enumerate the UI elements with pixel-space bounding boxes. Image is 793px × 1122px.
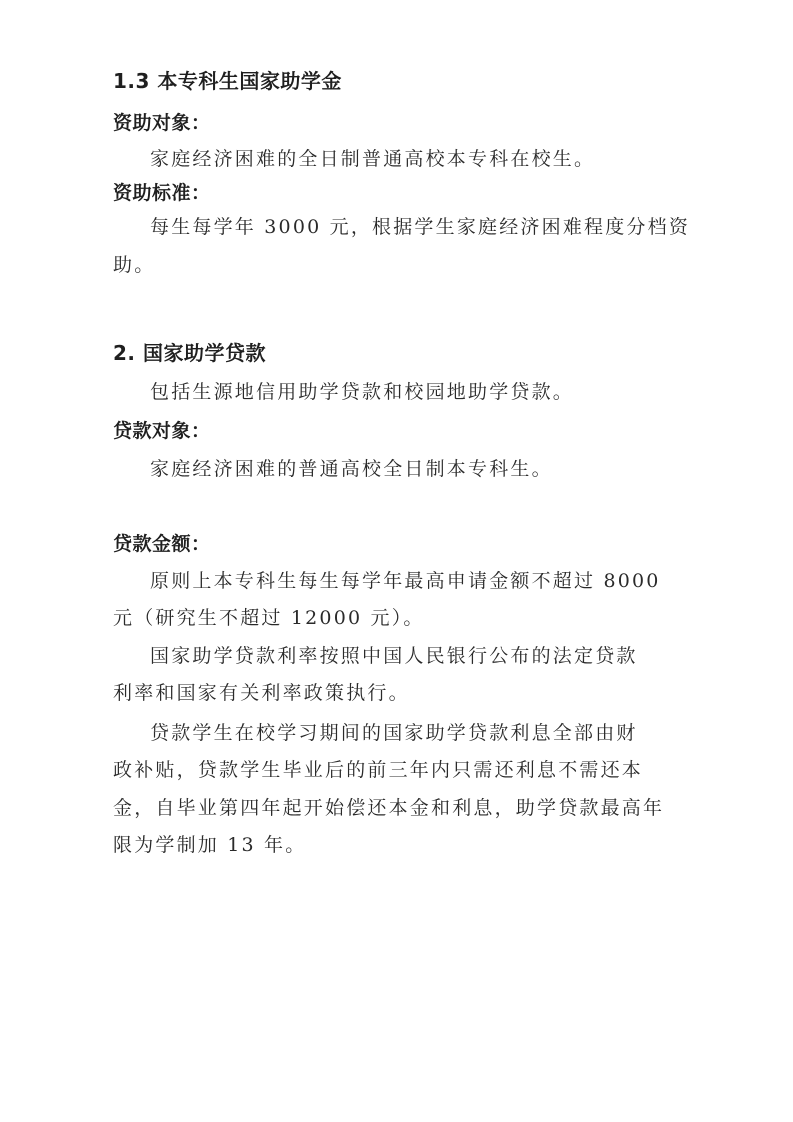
loan-target-text: 家庭经济困难的普通高校全日制本专科生。	[150, 458, 553, 480]
funding-standard-text-line2: 助。	[113, 254, 156, 276]
loan-amount-p2-line1: 国家助学贷款利率按照中国人民银行公布的法定贷款	[150, 645, 638, 667]
loan-amount-p2-line2: 利率和国家有关利率政策执行。	[113, 682, 410, 704]
loan-amount-p3-line1: 贷款学生在校学习期间的国家助学贷款利息全部由财	[150, 722, 638, 744]
loan-amount-p3-line4: 限为学制加 13 年。	[113, 834, 307, 856]
loan-target-label: 贷款对象：	[113, 420, 211, 442]
loan-amount-p1-line2: 元（研究生不超过 12000 元）。	[113, 607, 425, 629]
loan-amount-p3-line2: 政补贴，贷款学生毕业后的前三年内只需还利息不需还本	[113, 759, 644, 781]
funding-target-label: 资助对象：	[113, 112, 211, 134]
loan-amount-p1-line1: 原则上本专科生每生每学年最高申请金额不超过 8000	[150, 570, 661, 592]
section-1-3-title: 1.3 本专科生国家助学金	[113, 69, 342, 93]
funding-standard-label: 资助标准：	[113, 182, 211, 204]
funding-target-text: 家庭经济困难的全日制普通高校本专科在校生。	[150, 148, 596, 170]
loan-amount-label: 贷款金额：	[113, 533, 211, 555]
loan-amount-p3-line3: 金，自毕业第四年起开始偿还本金和利息，助学贷款最高年	[113, 797, 665, 819]
funding-standard-text-line1: 每生每学年 3000 元，根据学生家庭经济困难程度分档资	[150, 216, 691, 238]
section-2-title: 2. 国家助学贷款	[113, 341, 266, 365]
loan-intro-text: 包括生源地信用助学贷款和校园地助学贷款。	[150, 381, 575, 403]
